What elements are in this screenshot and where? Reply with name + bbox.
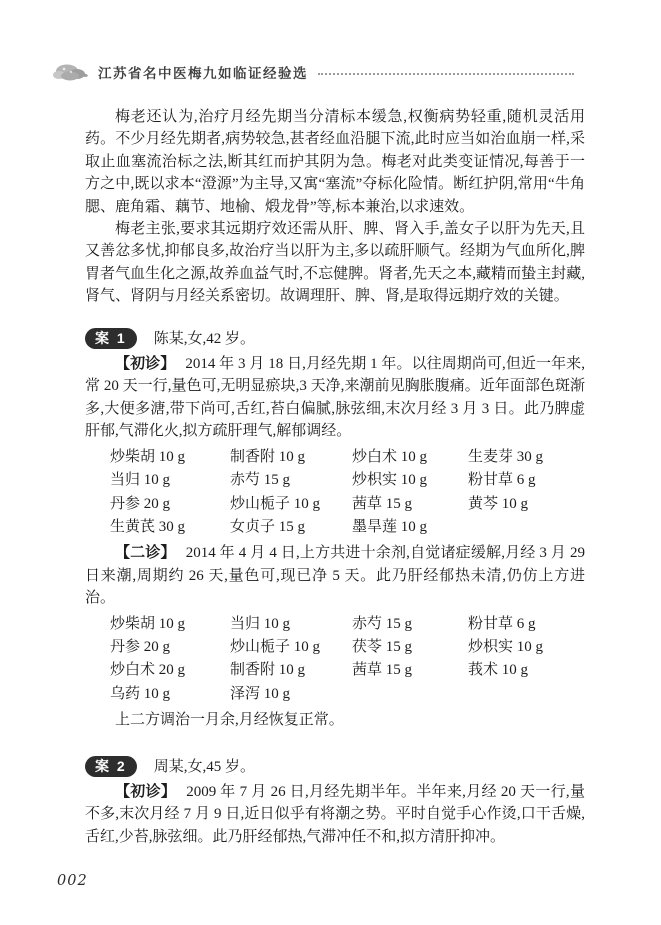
herb-item: 制香附 10 g [230, 662, 306, 679]
herb-item: 炒柴胡 10 g [110, 615, 186, 632]
second-visit-text: 2014 年 4 月 4 日,上方共进十余剂,自觉诸症缓解,月经 3 月 29 日来潮,周期约 26 天,量色可,现已净 5 天。此乃肝经郁热未清,仍仿上方进治。 [85, 545, 585, 607]
header-dotted-rule [318, 73, 574, 75]
herb-item: 女贞子 15 g [230, 518, 306, 535]
herb-item: 赤芍 15 g [230, 472, 291, 489]
case-1-first-visit-paragraph [85, 353, 585, 443]
cloud-ornament-icon [52, 60, 90, 84]
case-1-second-visit-paragraph [85, 542, 585, 609]
herb-item: 当归 10 g [230, 615, 291, 632]
case-2-visit-label: 【初诊】 [115, 783, 177, 800]
intro-paragraph-1: 梅老还认为,治疗月经先期当分清标本缓急,权衡病势轻重,随机灵活用药。不少月经先期者,病势较急,甚者经血沿腿下流,此时应当如治血崩一样,采取止血塞流治标之法,断其红而护其阴为急。梅老对此类变证情况,每善于一方之中,既以求本“澄源”为主导,又寓“塞流”夺标化险情。断红护阴,常用“牛角腮、鹿角霜、藕节、地榆、煅龙骨”等,标本兼治,以求速效。 [85, 109, 585, 215]
herb-item: 当归 10 g [110, 472, 171, 489]
first-visit-text: 2014 年 3 月 18 日,月经先期 1 年。以往周期尚可,但近一年来,常 20 天一行,量色可,无明显瘀块,3 天净,来潮前见胸胀腹痛。近年面部色斑渐多,大便多溏,带下尚可,舌红,苔白偏腻,脉弦细,末次月经 3 月 3 日。此乃脾虚肝郁,气滞化火,拟方疏肝理气,解郁调经。 [85, 356, 585, 440]
case-2-visit-text: 2009 年 7 月 26 日,月经先期半年。半年来,月经 20 天一行,量不多,末次月经 7 月 9 日,近日似乎有将潮之势。平时自觉手心作烫,口干舌燥,舌红,少苔,脉弦细。此乃肝经郁热,气滞冲任不和,拟方清肝抑冲。 [85, 783, 585, 845]
prescription-table-1 [110, 446, 585, 540]
herb-item: 炒白术 20 g [110, 662, 186, 679]
case-2-badge: 案 2 [85, 756, 137, 777]
herb-item: 墨旱莲 10 g [352, 518, 428, 535]
case-2-patient: 周某,女,45 岁。 [153, 758, 255, 775]
herb-item: 炒白术 10 g [352, 448, 428, 465]
case-1-badge: 案 1 [85, 328, 137, 349]
case-1-patient: 陈某,女,42 岁。 [153, 330, 255, 347]
herb-item: 粉甘草 6 g [468, 472, 536, 489]
case-1-heading [85, 328, 585, 350]
herb-item: 炒山栀子 10 g [230, 495, 321, 512]
herb-item: 丹参 20 g [110, 495, 171, 512]
herb-item: 赤芍 15 g [352, 615, 413, 632]
herb-item: 茜草 15 g [352, 495, 413, 512]
herb-item: 茯苓 15 g [352, 638, 413, 655]
second-visit-label: 【二诊】 [115, 545, 176, 562]
herb-item: 生黄芪 30 g [110, 518, 186, 535]
herb-item: 茜草 15 g [352, 662, 413, 679]
first-visit-label: 【初诊】 [115, 356, 176, 373]
herb-item: 乌药 10 g [110, 685, 171, 702]
herb-item [352, 683, 468, 706]
herb-item: 炒枳实 10 g [468, 638, 544, 655]
intro-paragraph-2: 梅老主张,要求其远期疗效还需从肝、脾、肾入手,盖女子以肝为先天,且又善忿多忧,抑郁良多,故治疗当以肝为主,多以疏肝顺气。经期为气血所化,脾胃者气血生化之源,故养血益气时,不忘健脾。肾者,先天之本,藏精而蛰主封藏,肾气、肾阴与月经关系密切。故调理肝、脾、肾,是取得远期疗效的关键。 [85, 221, 585, 305]
herb-item: 粉甘草 6 g [468, 615, 536, 632]
herb-item: 丹参 20 g [110, 638, 171, 655]
running-header [52, 60, 574, 84]
herb-item: 制香附 10 g [230, 448, 306, 465]
herb-item: 莪术 10 g [468, 662, 529, 679]
herb-item: 生麦芽 30 g [468, 448, 544, 465]
case-1-outcome: 上二方调治一月余,月经恢复正常。 [115, 712, 344, 729]
herb-item: 炒枳实 10 g [352, 472, 428, 489]
book-title: 江苏省名中医梅九如临证经验选 [98, 66, 308, 81]
herb-item: 炒柴胡 10 g [110, 448, 186, 465]
page-number: 002 [57, 873, 88, 889]
page-content [85, 106, 585, 848]
prescription-table-2 [110, 613, 585, 707]
herb-item: 黄芩 10 g [468, 495, 529, 512]
herb-item: 泽泻 10 g [230, 685, 291, 702]
herb-item: 炒山栀子 10 g [230, 638, 321, 655]
case-2-first-visit-paragraph [85, 781, 585, 848]
herb-item [468, 516, 585, 539]
case-2-heading [85, 756, 585, 778]
herb-item [468, 683, 585, 706]
